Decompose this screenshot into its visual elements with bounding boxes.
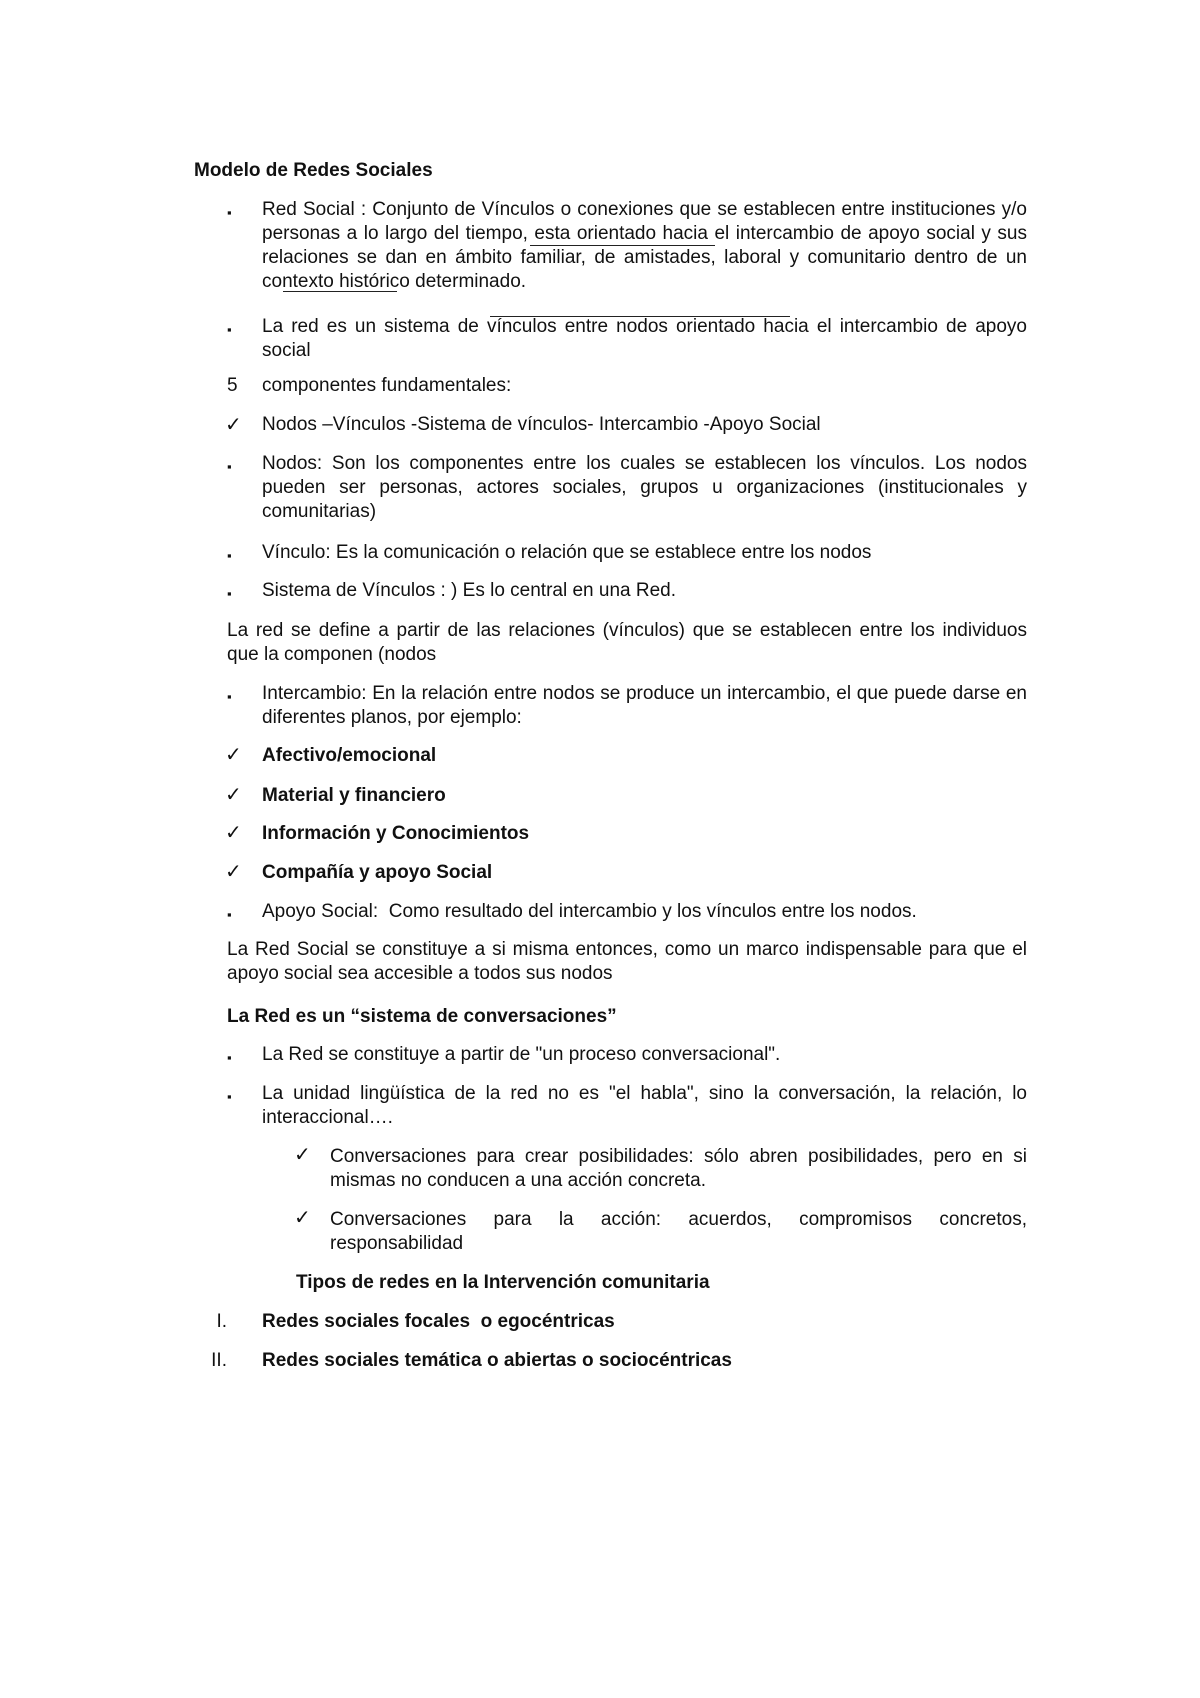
document-title: Modelo de Redes Sociales (194, 160, 433, 181)
bullet-marker: ▪ (227, 1050, 232, 1065)
paragraph-sistema-vinculos: Sistema de Vínculos : ) Es lo central en una Red. (262, 580, 676, 601)
check-icon: ✓ (225, 744, 242, 766)
tipo-item: Redes sociales focales o egocéntricas (262, 1311, 615, 1332)
roman-numeral: I. (216, 1311, 227, 1332)
bullet-marker: ▪ (227, 322, 232, 337)
paragraph-red-define: La red se define a partir de las relaciones (vínculos) que se establecen entre los individuos que la componen (nodos (227, 620, 1027, 665)
conversation-subitem: Conversaciones para crear posibilidades: sólo abren posibilidades, pero en si mismas no conducen a una acción concreta. (330, 1146, 1027, 1191)
hand-underline-mark (283, 291, 397, 292)
hand-underline-mark (530, 245, 715, 246)
bullet-marker: ▪ (227, 586, 232, 601)
conversation-item: La unidad lingüística de la red no es "el habla", sino la conversación, la relación, lo interaccional…. (262, 1083, 1027, 1128)
bullet-marker: ▪ (227, 689, 232, 704)
roman-numeral: II. (211, 1350, 227, 1371)
check-icon: ✓ (294, 1144, 311, 1166)
bullet-marker: ▪ (227, 1089, 232, 1104)
componentes-list: Nodos –Vínculos -Sistema de vínculos- Intercambio -Apoyo Social (262, 414, 821, 435)
check-icon: ✓ (225, 861, 242, 883)
plano-item: Información y Conocimientos (262, 823, 530, 844)
check-icon: ✓ (225, 414, 242, 436)
bullet-marker: ▪ (227, 205, 232, 220)
tipos-heading: Tipos de redes en la Intervención comunitaria (296, 1272, 710, 1293)
check-icon: ✓ (294, 1207, 311, 1229)
bullet-marker: ▪ (227, 548, 232, 563)
paragraph-nodos: Nodos: Son los componentes entre los cuales se establecen los vínculos. Los nodos pueden ser personas, actores sociales, grupos u organizaciones (institucionales y comunitarias) (262, 453, 1027, 522)
conversation-subitem: Conversaciones para la acción: acuerdos, compromisos concretos, responsabilidad (330, 1209, 1027, 1254)
conversation-item: La Red se constituye a partir de "un proceso conversacional". (262, 1044, 781, 1065)
plano-item: Afectivo/emocional (262, 745, 437, 766)
paragraph-apoyo-social: Apoyo Social: Como resultado del intercambio y los vínculos entre los nodos. (262, 901, 917, 922)
componentes-label: componentes fundamentales: (262, 375, 512, 396)
plano-item: Material y financiero (262, 785, 446, 806)
paragraph-vinculo: Vínculo: Es la comunicación o relación que se establece entre los nodos (262, 542, 872, 563)
paragraph-marco: La Red Social se constituye a si misma entonces, como un marco indispensable para que el apoyo social sea accesible a todos sus nodos (227, 939, 1027, 984)
bullet-marker: ▪ (227, 459, 232, 474)
tipo-item: Redes sociales temática o abiertas o sociocéntricas (262, 1350, 732, 1371)
bullet-marker: ▪ (227, 907, 232, 922)
check-icon: ✓ (225, 822, 242, 844)
paragraph-red-sistema: La red es un sistema de vínculos entre nodos orientado hacia el intercambio de apoyo social (262, 316, 1027, 361)
list-number: 5 (227, 375, 238, 396)
paragraph-red-social: Red Social : Conjunto de Vínculos o conexiones que se establecen entre instituciones y/o personas a lo largo del tiempo, esta orientado hacia el intercambio de apoyo social y sus relaciones se dan en ámbito familiar, de amistades, laboral y comunitario dentro de un contexto histórico determinado. (262, 199, 1027, 292)
plano-item: Compañía y apoyo Social (262, 862, 493, 883)
check-icon: ✓ (225, 784, 242, 806)
conversaciones-heading: La Red es un “sistema de conversaciones” (227, 1006, 617, 1027)
paragraph-intercambio: Intercambio: En la relación entre nodos se produce un intercambio, el que puede darse en diferentes planos, por ejemplo: (262, 683, 1027, 728)
